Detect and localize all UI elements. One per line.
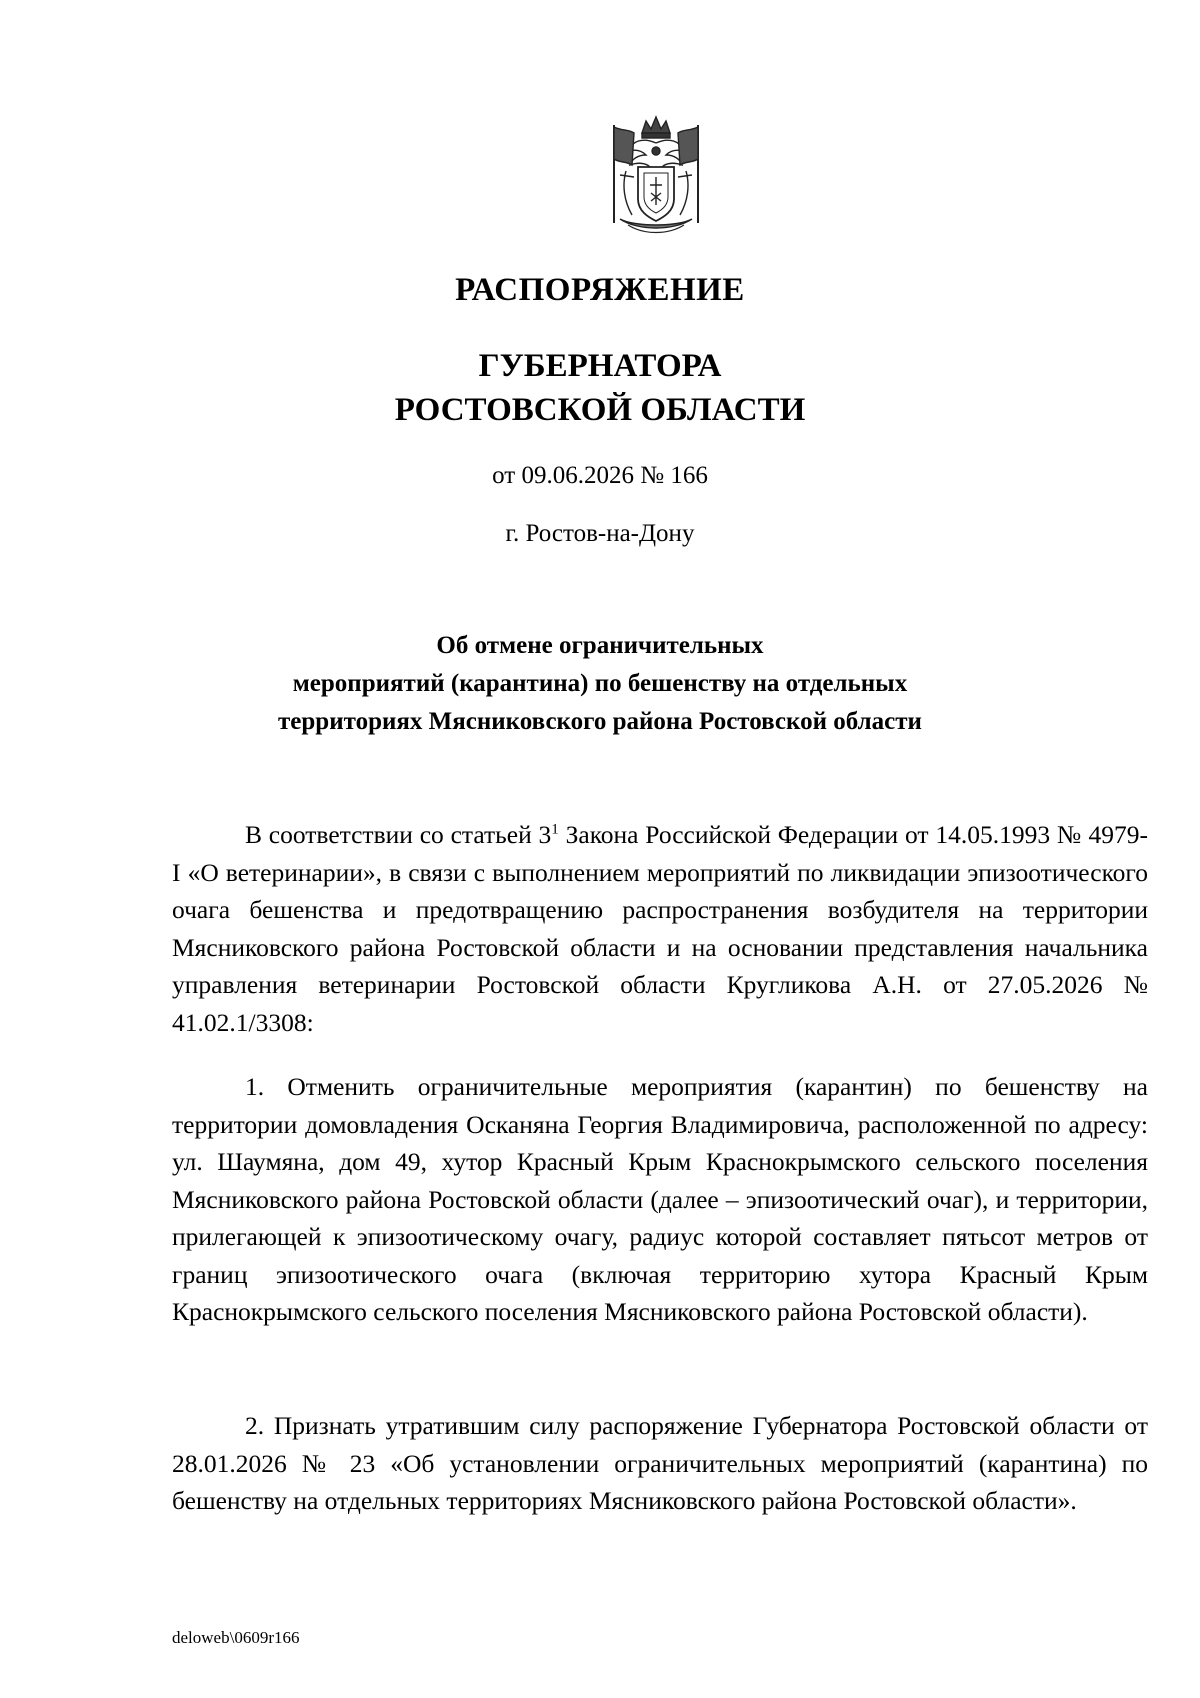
document-subject [0,627,1200,741]
document-type-heading: РАСПОРЯЖЕНИЕ [455,272,745,308]
preamble-paragraph [172,816,1148,1041]
subject-line-3: территориях Мясниковского района Ростовской области [278,708,922,735]
item-2-text: 2. Признать утратившим силу распоряжение Губернатора Ростовской области от 28.01.2026 № 23 «Об установлении ограничительных мероприятий (карантина) по бешенству на отдельных территориях Мясниковского района Ростовской области». [172,1411,1148,1515]
item-1-text: 1. Отменить ограничительные мероприятия (карантин) по бешенству на территории домовладения Осканяна Георгия Владимировича, расположенной по адресу: ул. Шаумяна, дом 49, хутор Красный Крым Краснокрымского сельского поселения Мясниковского района Ростовской области (далее – эпизоотический очаг), и территории, прилегающей к эпизоотическому очагу, радиус которой составляет пятьсот метров от границ эпизоотического очага (включая территорию хутора Красный Крым Краснокрымского сельского поселения Мясниковского района Ростовской области). [172,1072,1148,1326]
preamble-text-start: В соответствии со статьей 3 [245,820,552,849]
preamble-text-rest: Закона Российской Федерации от 14.05.1993 № 4979-I «О ветеринарии», в связи с выполнением мероприятий по ликвидации эпизоотического очага бешенства и предотвращению распространения возбудителя на территории Мясниковского района Ростовской области и на основании представления начальника управления ветеринарии Ростовской области Кругликова А.Н. от 27.05.2026 № 41.02.1/3308: [172,820,1148,1037]
article-superscript: 1 [551,821,559,838]
issue-city: г. Ростов-на-Дону [505,520,695,547]
item-2-paragraph [172,1407,1148,1520]
issuer-heading [0,344,1200,432]
subject-line-2: мероприятий (карантина) по бешенству на отдельных [292,670,908,697]
date-and-number: от 09.06.2026 № 166 [492,462,708,489]
file-reference: deloweb\0609r166 [172,1628,300,1647]
coat-of-arms-emblem [598,115,714,237]
subject-line-1: Об отмене ограничительных [436,632,764,659]
issuer-line-2: РОСТОВСКОЙ ОБЛАСТИ [394,392,806,428]
issuer-line-1: ГУБЕРНАТОРА [478,348,722,384]
item-1-paragraph [172,1068,1148,1331]
